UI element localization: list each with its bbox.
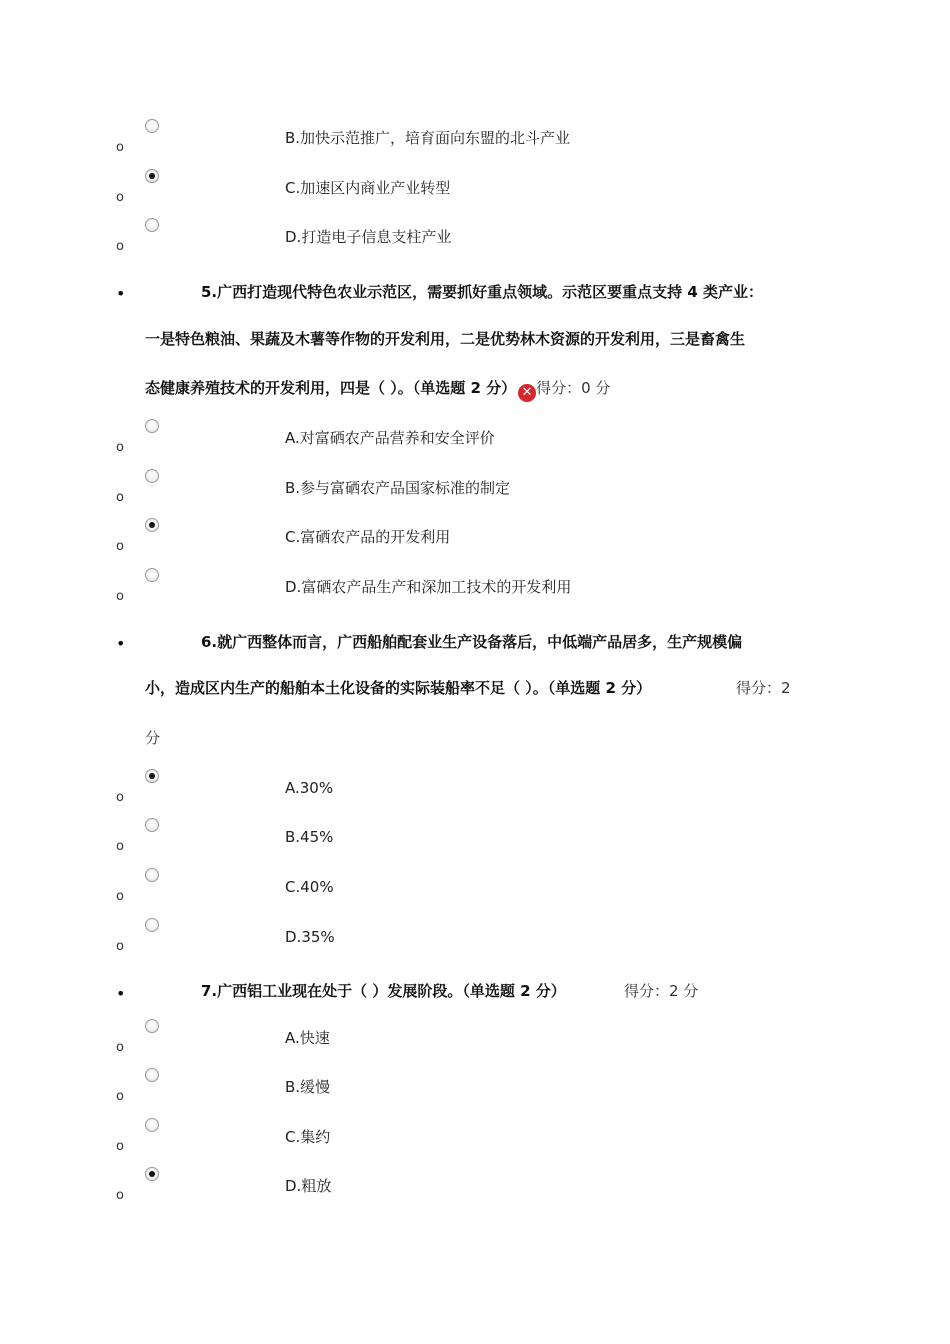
q7-option-b-radio[interactable] [145,1068,159,1082]
q5-text-line-3 [145,376,610,402]
option-bullet: o [116,1040,124,1055]
q6-option-c-label: C.40% [285,878,334,896]
option-bullet: o [116,1139,124,1154]
q7-score: 得分：2 分 [624,982,699,1000]
option-bullet: o [116,490,124,505]
q7-option-c-label: C.集约 [285,1128,331,1146]
q5-option-c-label: C.富硒农产品的开发利用 [285,528,451,546]
q4-option-b-radio[interactable] [145,119,159,133]
q5-option-a-label: A.对富硒农产品营养和安全评价 [285,429,495,447]
q7-option-b-label: B.缓慢 [285,1078,331,1096]
option-bullet: o [116,1188,124,1203]
option-bullet: o [116,790,124,805]
q4-option-b[interactable] [0,119,950,159]
wrong-icon: ✕ [518,384,536,402]
q5-text-line-1: 5.广西打造现代特色农业示范区，需要抓好重点领域。示范区要重点支持 4 类产业： [201,283,764,301]
q6-option-a-label: A.30% [285,779,334,797]
q7-option-a[interactable] [0,1019,950,1059]
q7-option-c-radio[interactable] [145,1118,159,1132]
q6-option-d-label: D.35% [285,928,335,946]
q4-option-d-radio[interactable] [145,218,159,232]
q7-text-line-1: 7.广西铝工业现在处于（ ）发展阶段。（单选题 2 分） [201,982,566,1000]
q5-score: 得分：0 分 [536,379,611,397]
q4-option-d[interactable] [0,218,950,258]
question-bullet: • [116,984,126,1003]
q4-option-b-label: B.加快示范推广，培育面向东盟的北斗产业 [285,129,571,147]
q5-option-b-radio[interactable] [145,469,159,483]
q4-option-c-label: C.加速区内商业产业转型 [285,179,451,197]
q7-option-d-radio[interactable] [145,1167,159,1181]
q6-option-a-radio[interactable] [145,769,159,783]
q6-score-unit: 分 [145,729,161,747]
q6-option-a[interactable] [0,769,950,809]
option-bullet: o [116,440,124,455]
question-bullet: • [116,634,126,653]
q5-option-c-radio[interactable] [145,518,159,532]
q5-option-b-label: B.参与富硒农产品国家标准的制定 [285,479,511,497]
option-bullet: o [116,539,124,554]
q6-option-b-label: B.45% [285,828,334,846]
option-bullet: o [116,939,124,954]
q6-option-b-radio[interactable] [145,818,159,832]
q6-option-c[interactable] [0,868,950,908]
q6-score: 得分：2 [736,679,791,697]
option-bullet: o [116,839,124,854]
question-bullet: • [116,284,126,303]
option-bullet: o [116,1089,124,1104]
q5-option-d-radio[interactable] [145,568,159,582]
q4-option-c[interactable] [0,169,950,209]
q7-option-a-label: A.快速 [285,1029,330,1047]
q6-option-d[interactable] [0,918,950,958]
q6-option-c-radio[interactable] [145,868,159,882]
option-bullet: o [116,140,124,155]
q7-option-b[interactable] [0,1068,950,1108]
q7-option-c[interactable] [0,1118,950,1158]
q5-option-d-label: D.富硒农产品生产和深加工技术的开发利用 [285,578,572,596]
q6-text-line-1: 6.就广西整体而言，广西船舶配套业生产设备落后，中低端产品居多，生产规模偏 [201,633,743,651]
q5-option-b[interactable] [0,469,950,509]
q5-option-a-radio[interactable] [145,419,159,433]
q5-option-c[interactable] [0,518,950,558]
q5-option-a[interactable] [0,419,950,459]
q7-option-d-label: D.粗放 [285,1177,332,1195]
q5-option-d[interactable] [0,568,950,608]
q4-option-d-label: D.打造电子信息支柱产业 [285,228,452,246]
q4-option-c-radio[interactable] [145,169,159,183]
option-bullet: o [116,239,124,254]
option-bullet: o [116,589,124,604]
q5-text-line-2: 一是特色粮油、果蔬及木薯等作物的开发利用，二是优势林木资源的开发利用，三是畜禽生 [145,330,746,348]
option-bullet: o [116,889,124,904]
q5-text-line-3-text: 态健康养殖技术的开发利用，四是（ ）。（单选题 2 分） [145,379,517,397]
q6-option-b[interactable] [0,818,950,858]
q6-option-d-radio[interactable] [145,918,159,932]
q7-option-a-radio[interactable] [145,1019,159,1033]
option-bullet: o [116,190,124,205]
q7-option-d[interactable] [0,1167,950,1207]
q6-text-line-2: 小，造成区内生产的船舶本土化设备的实际装船率不足（ ）。（单选题 2 分） [145,679,652,697]
